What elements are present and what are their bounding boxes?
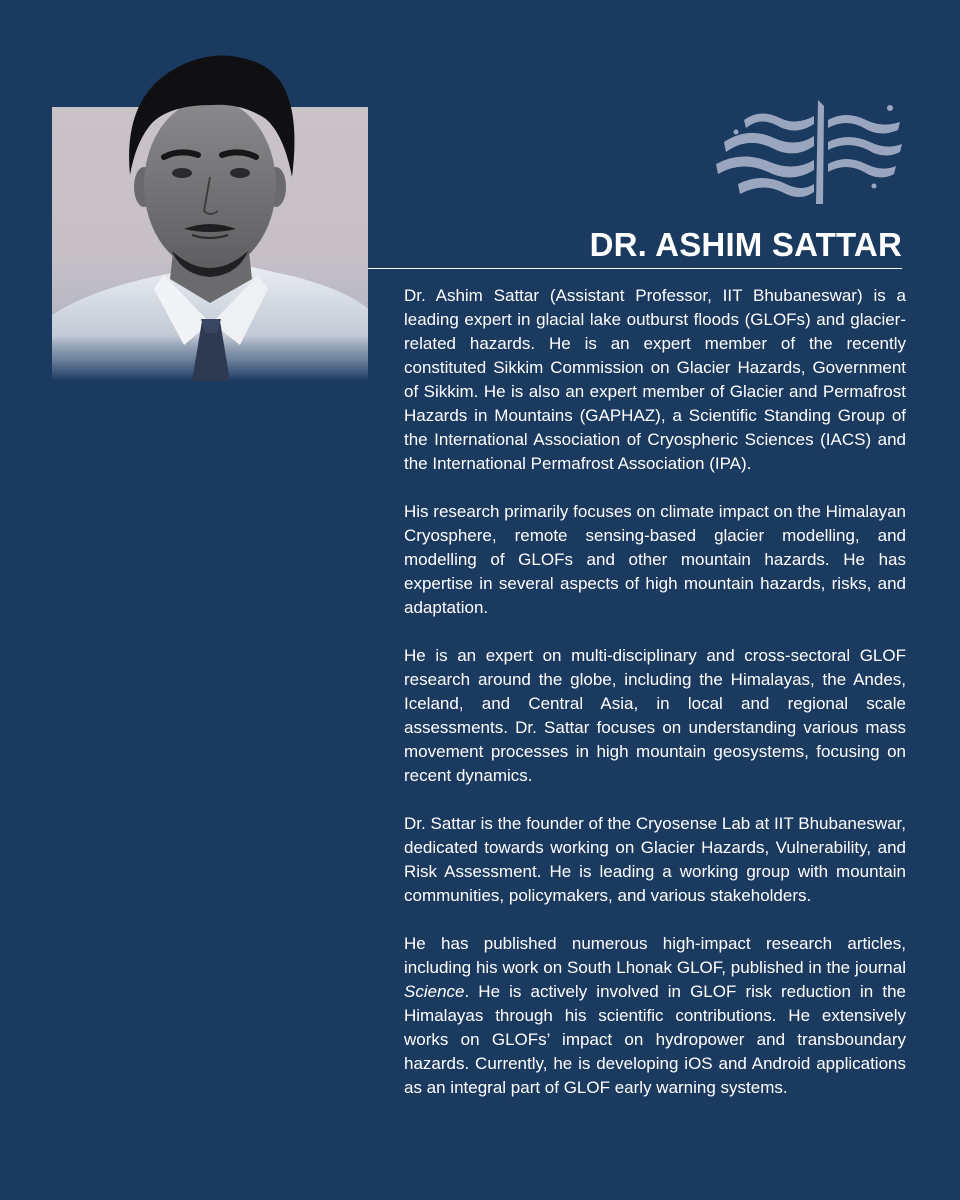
title-divider [368,268,902,269]
bio-paragraph-4: Dr. Sattar is the founder of the Cryosense Lab at IIT Bhubaneswar, dedicated towards working on Glacier Hazards, Vulnerability, and Risk Assessment. He is leading a working group with mountain communities, policymakers, and various stakeholders. [404,814,906,905]
bio-paragraph-3: He is an expert on multi-disciplinary and cross-sectoral GLOF research around the globe, including the Himalayas, the Andes, Iceland, and Central Asia, in local and regional scale assessments. Dr. Sattar focuses on understanding various mass movement processes in high mountain geosystems, focusing on recent dynamics. [404,646,906,785]
glacier-waves-logo-icon [714,98,904,206]
person-name-title: DR. ASHIM SATTAR [589,226,902,263]
biography [404,284,906,1124]
bio-paragraph-5-end: . He is actively involved in GLOF risk reduction in the Himalayas through his scientific contributions. He extensively works on GLOFs’ impact on hydropower and transboundary hazards. Currently, he is developing iOS and Android applications as an integral part of GLOF early warning systems. [404,982,906,1097]
portrait-illustration [52,53,368,381]
bio-paragraph-2: His research primarily focuses on climate impact on the Himalayan Cryosphere, remote sensing-based glacier modelling, and modelling of GLOFs and other mountain hazards. He has expertise in several aspects of high mountain hazards, risks, and adaptation. [404,502,906,617]
journal-name: Science [404,982,465,1001]
bio-paragraph-5 [404,932,906,1100]
profile-photo [52,53,368,381]
bio-paragraph-1: Dr. Ashim Sattar (Assistant Professor, IIT Bhubaneswar) is a leading expert in glacial lake outburst floods (GLOFs) and glacier-related hazards. He is an expert member of the recently constituted Sikkim Commission on Glacier Hazards, Government of Sikkim. He is also an expert member of Glacier and Permafrost Hazards in Mountains (GAPHAZ), a Scientific Standing Group of the International Association of Cryospheric Sciences (IACS) and the International Permafrost Association (IPA). [404,286,906,473]
bio-paragraph-5-start: He has published numerous high-impact research articles, including his work on South Lhonak GLOF, published in the journal [404,934,906,977]
